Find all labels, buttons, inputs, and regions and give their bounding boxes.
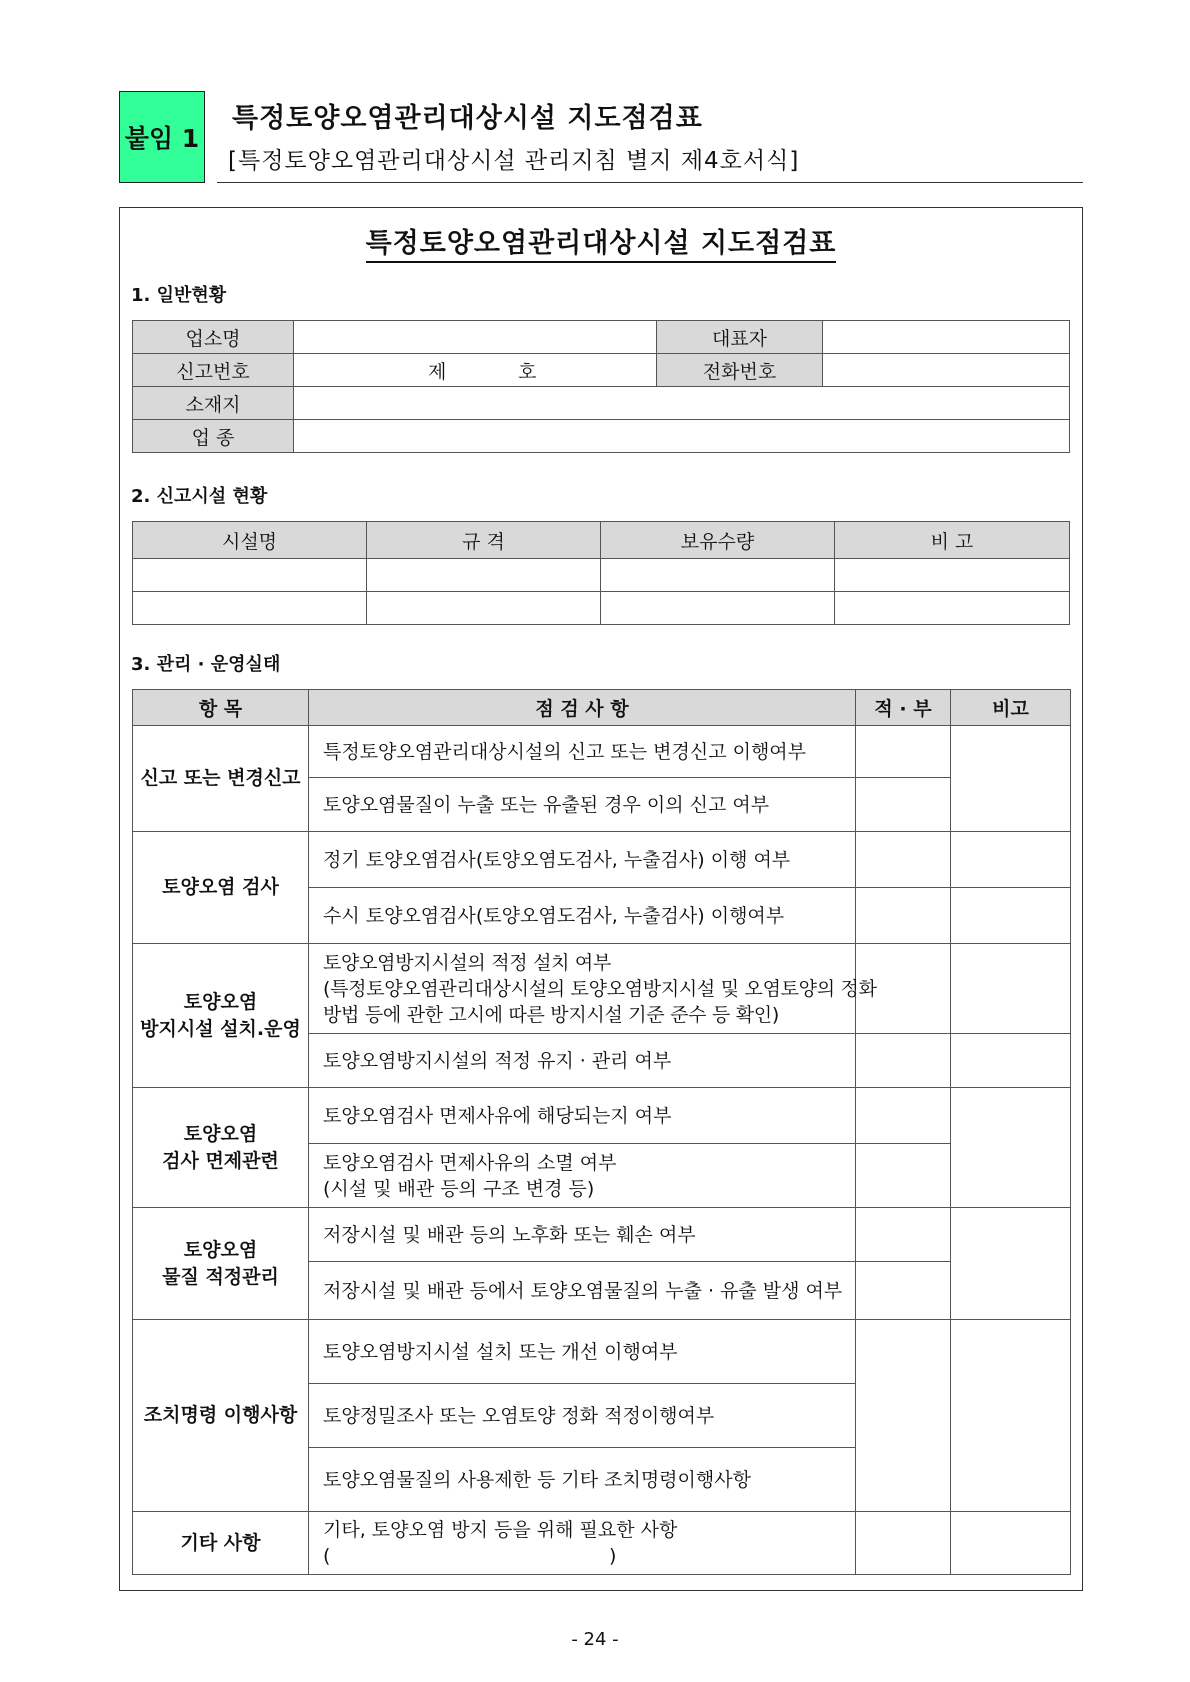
report-number-je: 제	[428, 361, 447, 383]
col-quantity: 보유수량	[601, 522, 835, 559]
check-item	[309, 944, 877, 1034]
note-cell[interactable]	[951, 888, 1071, 944]
form-title	[120, 221, 1082, 260]
check-item: 특정토양오염관리대상시설의 신고 또는 변경신고 이행여부	[309, 726, 856, 778]
col-note: 비고	[951, 690, 1071, 726]
check-item	[309, 1144, 856, 1208]
check-item: 토양오염방지시설 설치 또는 개선 이행여부	[309, 1320, 856, 1384]
report-number-label: 신고번호	[133, 354, 294, 387]
facility-cell[interactable]	[835, 592, 1070, 625]
check-item-line	[323, 1543, 855, 1569]
check-item: 저장시설 및 배관 등에서 토양오염물질의 누출 · 유출 발생 여부	[309, 1262, 856, 1320]
pass-fail-cell[interactable]	[856, 1208, 951, 1262]
col-category: 항 목	[133, 690, 309, 726]
report-number-field[interactable]	[294, 354, 657, 387]
representative-field[interactable]	[823, 321, 1070, 354]
col-remarks: 비 고	[835, 522, 1070, 559]
pass-fail-cell[interactable]	[856, 832, 951, 888]
report-number-ho: 호	[518, 361, 537, 383]
business-name-label: 업소명	[133, 321, 294, 354]
section2-heading: 2. 신고시설 현황	[131, 486, 268, 507]
header-divider	[217, 182, 1083, 183]
phone-field[interactable]	[823, 354, 1070, 387]
check-item: 토양정밀조사 또는 오염토양 정화 적정이행여부	[309, 1384, 856, 1448]
pass-fail-cell[interactable]	[856, 1512, 951, 1575]
facility-cell[interactable]	[601, 592, 835, 625]
section1-heading: 1. 일반현황	[131, 285, 227, 306]
note-cell[interactable]	[951, 1512, 1071, 1575]
pass-fail-cell[interactable]	[856, 1088, 951, 1144]
page-title: 특정토양오염관리대상시설 지도점검표	[232, 103, 703, 134]
note-cell[interactable]	[951, 726, 1071, 832]
category-cell	[133, 944, 309, 1088]
note-cell[interactable]	[951, 832, 1071, 888]
col-facility-name: 시설명	[133, 522, 367, 559]
check-item: 토양오염검사 면제사유에 해당되는지 여부	[309, 1088, 856, 1144]
category-cell: 조치명령 이행사항	[133, 1320, 309, 1512]
check-item: 토양오염물질의 사용제한 등 기타 조치명령이행사항	[309, 1448, 856, 1512]
facility-cell[interactable]	[367, 592, 601, 625]
check-item: 토양오염물질이 누출 또는 유출된 경우 이의 신고 여부	[309, 778, 856, 832]
check-item: 정기 토양오염검사(토양오염도검사, 누출검사) 이행 여부	[309, 832, 856, 888]
address-field[interactable]	[294, 387, 1070, 420]
category-line: 물질 적정관리	[162, 1265, 279, 1288]
close-paren: )	[609, 1545, 617, 1567]
open-paren: (	[323, 1545, 331, 1567]
category-line: 검사 면제관련	[162, 1149, 279, 1172]
phone-label: 전화번호	[657, 354, 823, 387]
category-cell: 신고 또는 변경신고	[133, 726, 309, 832]
check-item-line: 토양오염검사 면제사유의 소멸 여부	[323, 1151, 617, 1174]
check-item-line: 방법 등에 관한 고시에 따른 방지시설 기준 준수 등 확인)	[323, 1003, 779, 1026]
pass-fail-cell[interactable]	[856, 888, 951, 944]
check-item: 수시 토양오염검사(토양오염도검사, 누출검사) 이행여부	[309, 888, 856, 944]
facility-cell[interactable]	[367, 559, 601, 592]
facility-cell[interactable]	[133, 559, 367, 592]
note-cell[interactable]	[951, 1320, 1071, 1512]
form-title-text: 특정토양오염관리대상시설 지도점검표	[366, 228, 837, 263]
col-pass-fail: 적 · 부	[856, 690, 951, 726]
facility-cell[interactable]	[133, 592, 367, 625]
col-spec: 규 격	[367, 522, 601, 559]
pass-fail-cell[interactable]	[856, 726, 951, 778]
note-cell[interactable]	[951, 1088, 1071, 1208]
industry-field[interactable]	[294, 420, 1070, 453]
business-name-field[interactable]	[294, 321, 657, 354]
facility-cell[interactable]	[601, 559, 835, 592]
category-cell	[133, 1208, 309, 1320]
col-check-items: 점 검 사 항	[309, 690, 856, 726]
inspection-table	[132, 689, 1071, 1575]
check-item-line: 토양오염방지시설의 적정 설치 여부	[323, 951, 612, 974]
pass-fail-cell[interactable]	[856, 1262, 951, 1320]
facility-table	[132, 521, 1070, 625]
check-item-line: (특정토양오염관리대상시설의 토양오염방지시설 및 오염토양의 정화	[323, 977, 877, 1000]
check-item: 토양오염방지시설의 적정 유지 · 관리 여부	[309, 1034, 856, 1088]
pass-fail-cell[interactable]	[856, 1320, 951, 1512]
page-number: - 24 -	[571, 1629, 619, 1650]
pass-fail-cell[interactable]	[856, 778, 951, 832]
note-cell[interactable]	[951, 944, 1071, 1034]
form-frame	[119, 207, 1083, 1591]
table-row	[133, 559, 1070, 592]
table-row	[133, 592, 1070, 625]
general-info-table	[132, 320, 1070, 453]
category-line: 토양오염	[183, 990, 258, 1013]
representative-label: 대표자	[657, 321, 823, 354]
check-item: 저장시설 및 배관 등의 노후화 또는 훼손 여부	[309, 1208, 856, 1262]
section3-heading: 3. 관리 · 운영실태	[131, 654, 281, 675]
category-line: 방지시설 설치.운영	[140, 1017, 301, 1040]
pass-fail-cell[interactable]	[856, 1034, 951, 1088]
note-cell[interactable]	[951, 1208, 1071, 1320]
category-line: 토양오염	[183, 1238, 258, 1261]
check-item-line: (시설 및 배관 등의 구조 변경 등)	[323, 1177, 595, 1200]
category-cell	[133, 1088, 309, 1208]
attachment-badge: 붙임 1	[119, 91, 205, 183]
note-cell[interactable]	[951, 1034, 1071, 1088]
category-line: 토양오염	[183, 1122, 258, 1145]
category-cell: 기타 사항	[133, 1512, 309, 1575]
facility-cell[interactable]	[835, 559, 1070, 592]
industry-label: 업 종	[133, 420, 294, 453]
pass-fail-cell[interactable]	[856, 1144, 951, 1208]
category-cell: 토양오염 검사	[133, 832, 309, 944]
page-subtitle: [특정토양오염관리대상시설 관리지침 별지 제4호서식]	[228, 148, 800, 174]
check-item-line: 기타, 토양오염 방지 등을 위해 필요한 사항	[323, 1519, 678, 1541]
check-item	[309, 1512, 856, 1575]
address-label: 소재지	[133, 387, 294, 420]
